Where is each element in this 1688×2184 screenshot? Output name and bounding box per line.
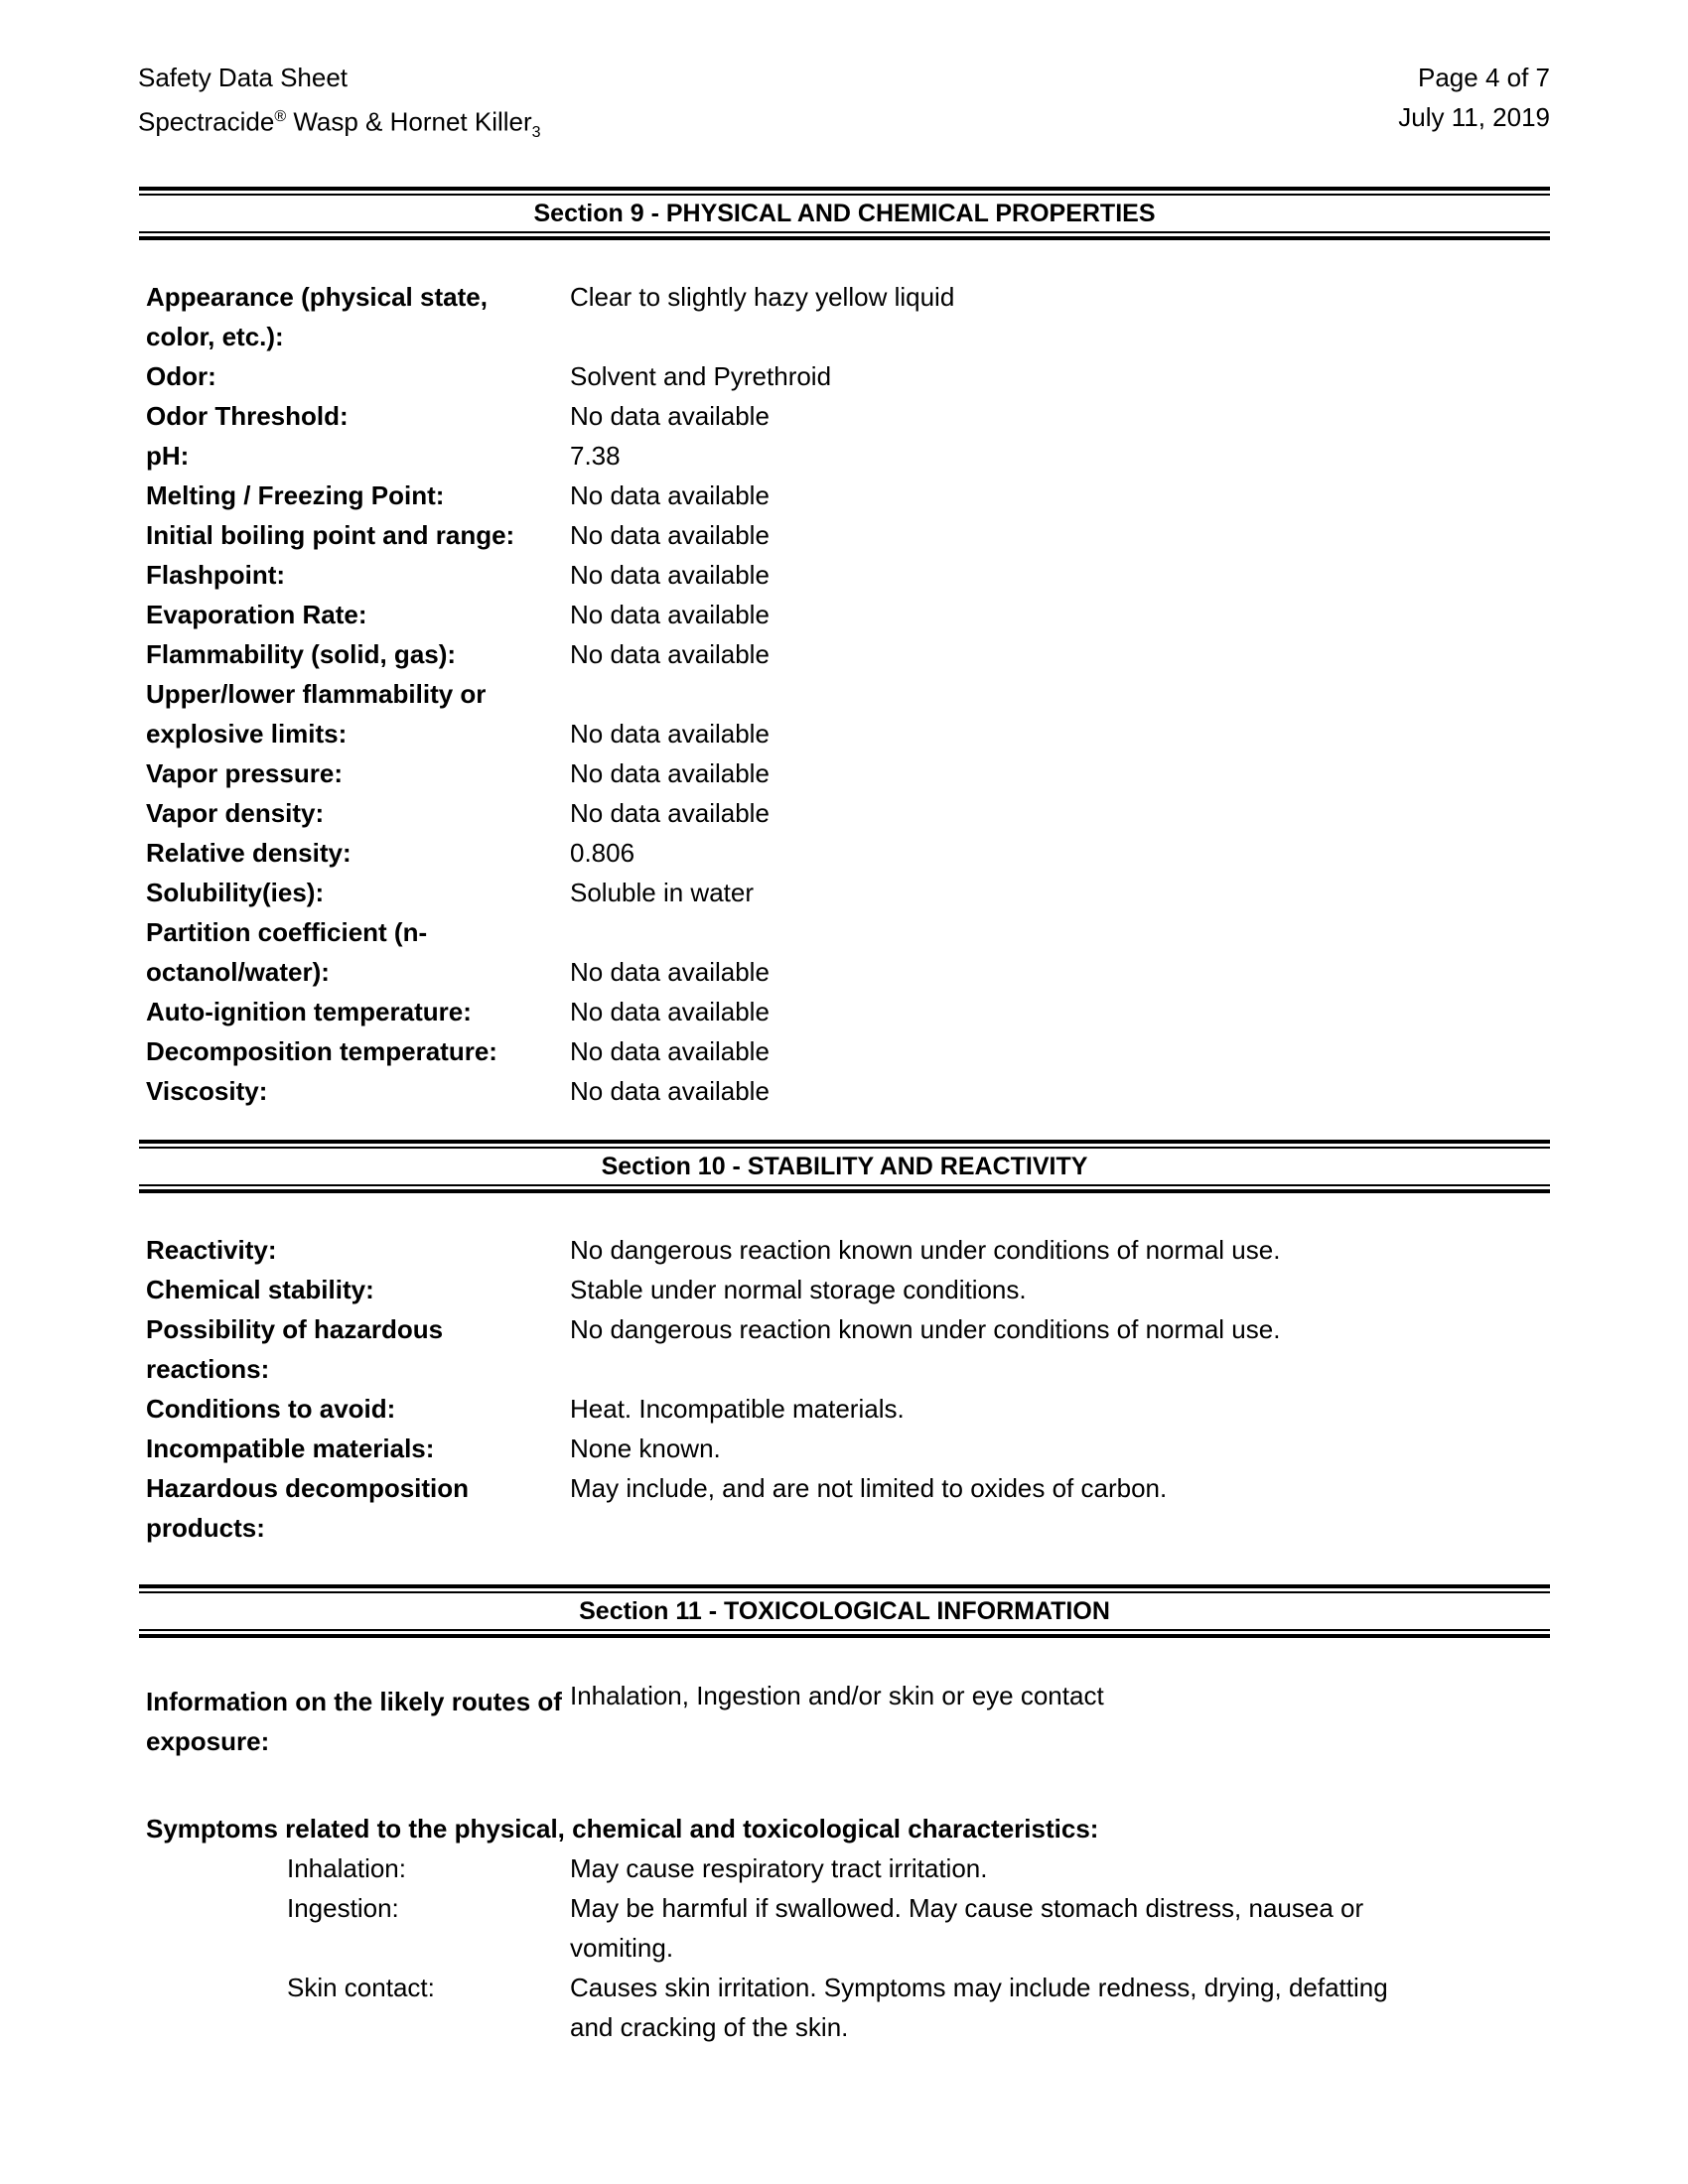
property-value: Solvent and Pyrethroid xyxy=(570,361,832,391)
property-row xyxy=(146,595,1550,634)
property-row xyxy=(146,674,1550,753)
property-value: No data available xyxy=(570,997,770,1026)
property-row xyxy=(146,873,1550,912)
property-row xyxy=(146,555,1550,595)
property-label: Vapor pressure: xyxy=(146,758,343,788)
property-row xyxy=(146,1389,1550,1429)
property-label: Initial boiling point and range: xyxy=(146,520,515,550)
property-value: No data available xyxy=(570,798,770,828)
product-subscript: 3 xyxy=(531,123,541,141)
property-value: None known. xyxy=(570,1433,721,1463)
property-row xyxy=(146,912,1550,992)
property-value: No data available xyxy=(570,401,770,431)
symptom-label: Skin contact: xyxy=(287,1973,435,2002)
property-row xyxy=(146,1468,1550,1548)
symptom-value: Causes skin irritation. Symptoms may include redness, drying, defatting and cracking of the skin. xyxy=(570,1973,1388,2042)
property-row xyxy=(146,1270,1550,1309)
symptom-label: Ingestion: xyxy=(287,1893,399,1923)
property-label: pH: xyxy=(146,441,190,471)
property-value: Stable under normal storage conditions. xyxy=(570,1275,1027,1304)
symptom-label: Inhalation: xyxy=(287,1853,406,1883)
registered-mark: ® xyxy=(274,108,287,125)
section-10-header xyxy=(139,1140,1550,1193)
property-row xyxy=(146,515,1550,555)
property-label: Odor: xyxy=(146,361,216,391)
property-value: Heat. Incompatible materials. xyxy=(570,1394,905,1424)
section-11-title: Section 11 - TOXICOLOGICAL INFORMATION xyxy=(579,1597,1110,1625)
property-row xyxy=(146,356,1550,396)
section-9-properties xyxy=(146,277,1550,1111)
section-9-header xyxy=(139,187,1550,240)
property-label: Flashpoint: xyxy=(146,560,286,590)
property-label: Chemical stability: xyxy=(146,1275,374,1304)
property-row xyxy=(146,1676,1550,1761)
section-9-title: Section 9 - PHYSICAL AND CHEMICAL PROPERTIES xyxy=(533,200,1156,227)
property-label: Solubility(ies): xyxy=(146,878,325,907)
property-label: Decomposition temperature: xyxy=(146,1036,497,1066)
product-rest: Wasp & Hornet Killer xyxy=(286,106,532,137)
property-row xyxy=(146,1309,1550,1389)
section-10-properties xyxy=(146,1230,1550,1548)
property-label: Auto-ignition temperature: xyxy=(146,997,472,1026)
property-value: No data available xyxy=(570,758,770,788)
property-label: Reactivity: xyxy=(146,1235,277,1265)
property-label: Odor Threshold: xyxy=(146,401,349,431)
property-row xyxy=(146,793,1550,833)
section-11-header xyxy=(139,1584,1550,1638)
property-label: Vapor density: xyxy=(146,798,325,828)
property-label: Partition coefficient (n-octanol/water): xyxy=(146,917,428,987)
property-label: Appearance (physical state, color, etc.): xyxy=(146,282,488,351)
property-label: Upper/lower flammability or explosive limits: xyxy=(146,679,487,749)
property-value: No data available xyxy=(570,719,770,749)
property-row xyxy=(146,1429,1550,1468)
property-value: Inhalation, Ingestion and/or skin or eye contact xyxy=(570,1681,1104,1710)
property-row xyxy=(146,277,1550,356)
property-value: No data available xyxy=(570,957,770,987)
property-label: Flammability (solid, gas): xyxy=(146,639,457,669)
property-value: No data available xyxy=(570,520,770,550)
property-value: No data available xyxy=(570,480,770,510)
property-row xyxy=(146,396,1550,436)
header-left xyxy=(138,58,541,153)
property-value: 7.38 xyxy=(570,441,621,471)
property-label: Melting / Freezing Point: xyxy=(146,480,445,510)
symptom-value: May be harmful if swallowed. May cause stomach distress, nausea or vomiting. xyxy=(570,1893,1364,1963)
property-label: Evaporation Rate: xyxy=(146,600,367,629)
symptom-value: May cause respiratory tract irritation. xyxy=(570,1853,988,1883)
property-label: Conditions to avoid: xyxy=(146,1394,396,1424)
property-row xyxy=(146,1071,1550,1111)
property-value: No data available xyxy=(570,1076,770,1106)
property-value: No data available xyxy=(570,560,770,590)
property-label: Possibility of hazardous reactions: xyxy=(146,1314,444,1384)
symptoms-title: Symptoms related to the physical, chemical and toxicological characteristics: xyxy=(146,1814,1099,1843)
property-value: No dangerous reaction known under conditions of normal use. xyxy=(570,1235,1281,1265)
property-row xyxy=(146,992,1550,1031)
symptom-row xyxy=(287,1848,1478,1888)
property-value: May include, and are not limited to oxides of carbon. xyxy=(570,1473,1168,1503)
symptom-row xyxy=(287,1888,1478,1968)
product-brand: Spectracide xyxy=(138,106,275,137)
property-row xyxy=(146,634,1550,674)
property-value: No data available xyxy=(570,1036,770,1066)
property-row xyxy=(146,833,1550,873)
product-name xyxy=(138,97,541,153)
property-label: Information on the likely routes of exposure: xyxy=(146,1687,562,1756)
property-value: No dangerous reaction known under conditions of normal use. xyxy=(570,1314,1281,1344)
property-label: Relative density: xyxy=(146,838,352,868)
property-label: Incompatible materials: xyxy=(146,1433,435,1463)
property-row xyxy=(146,436,1550,476)
property-value: No data available xyxy=(570,600,770,629)
property-value: Soluble in water xyxy=(570,878,754,907)
page-number: Page 4 of 7 xyxy=(1418,63,1550,92)
property-row xyxy=(146,1230,1550,1270)
symptoms-list xyxy=(287,1848,1478,2047)
property-value: Clear to slightly hazy yellow liquid xyxy=(570,282,955,312)
property-value: 0.806 xyxy=(570,838,635,868)
property-label: Hazardous decomposition products: xyxy=(146,1473,470,1543)
symptom-row xyxy=(287,1968,1478,2047)
doc-date: July 11, 2019 xyxy=(1398,102,1550,132)
property-value: No data available xyxy=(570,639,770,669)
section-11-routes xyxy=(146,1676,1550,1761)
section-10-title: Section 10 - STABILITY AND REACTIVITY xyxy=(601,1153,1088,1180)
property-row xyxy=(146,753,1550,793)
header-right xyxy=(1398,58,1550,137)
property-row xyxy=(146,476,1550,515)
property-label: Viscosity: xyxy=(146,1076,268,1106)
doc-title: Safety Data Sheet xyxy=(138,63,349,92)
property-row xyxy=(146,1031,1550,1071)
